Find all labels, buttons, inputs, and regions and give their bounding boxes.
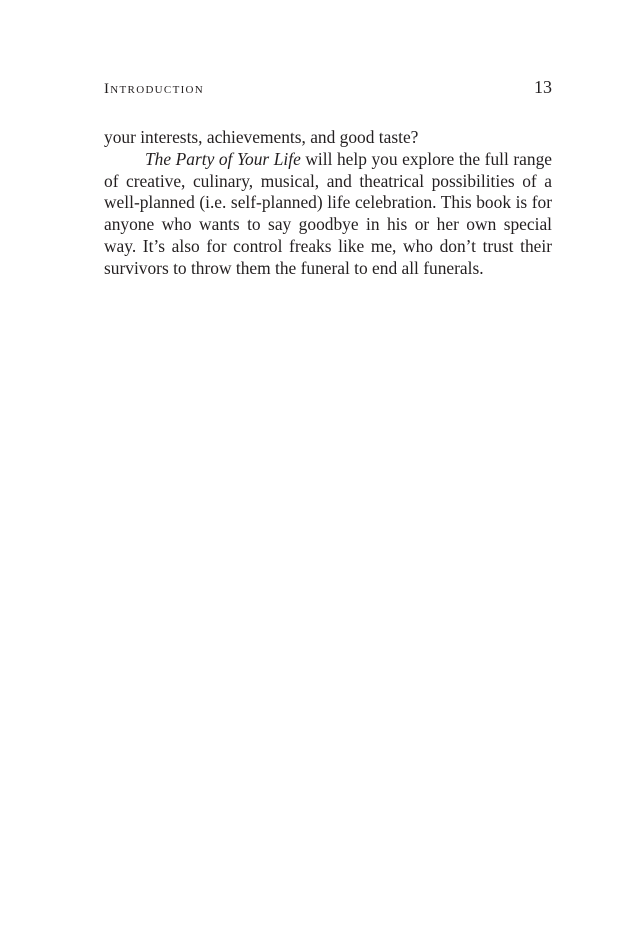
paragraph-text: will help you explore the full range of creative, culinary, musical, and theatrical possibilities of a well-planned (i.e. self-planned) life celebration. This book is for anyone who wants to say goodbye in his or her own special way. It’s also for control freaks like me, who don’t trust their survivors to throw them the funeral to end all funerals. <box>104 148 552 278</box>
paragraph-intro <box>104 149 552 280</box>
running-head: Introduction <box>104 81 205 97</box>
paragraph-continued: your interests, achievements, and good taste? <box>104 127 419 147</box>
page-number: 13 <box>534 77 552 97</box>
body-text <box>104 127 552 280</box>
book-title: The Party of Your Life <box>145 148 301 169</box>
page-header <box>104 76 552 100</box>
